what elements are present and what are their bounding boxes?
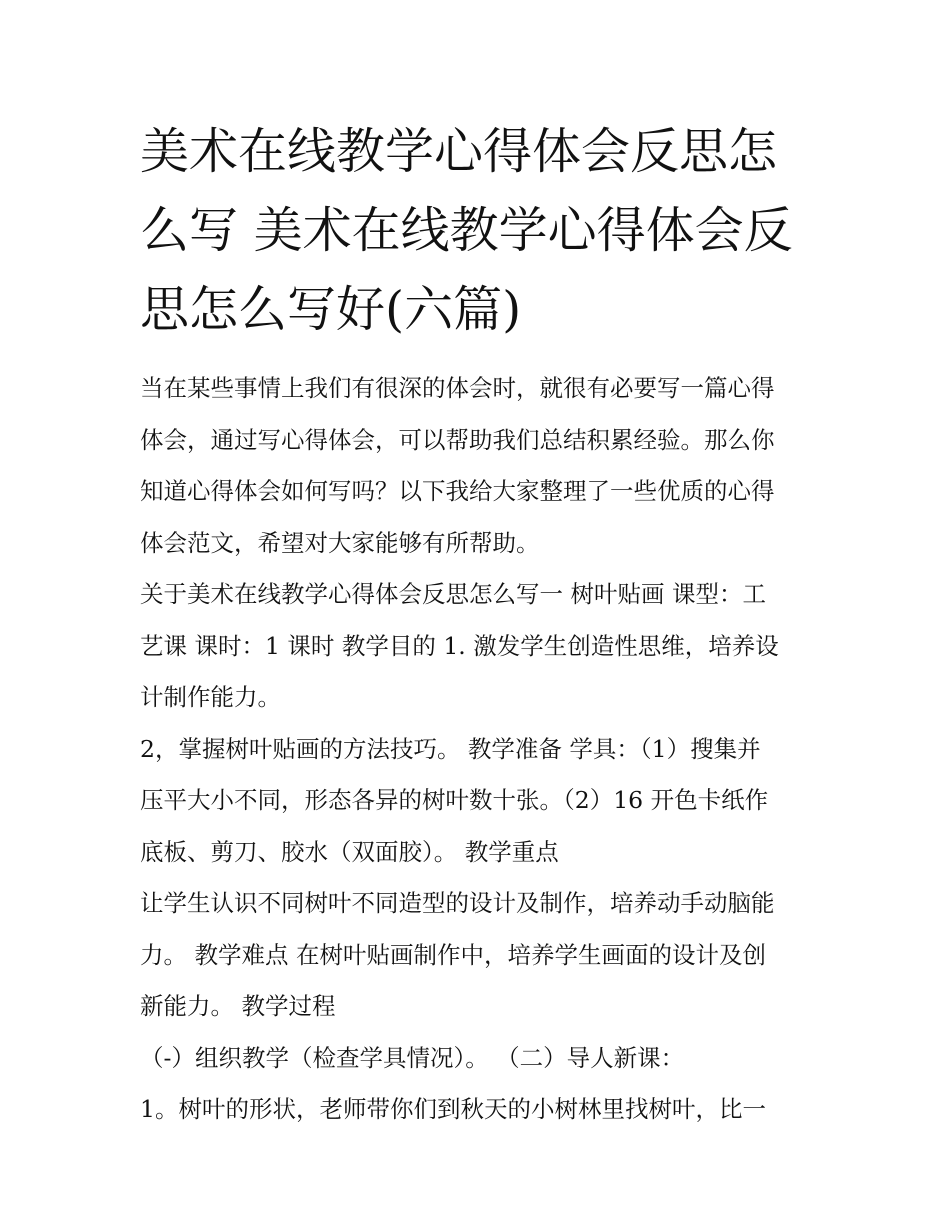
title-line: 思怎么写好(六篇) [140, 281, 522, 338]
text-line: 2，掌握树叶贴画的方法技巧。 教学准备 学具：（1）搜集并 [140, 734, 761, 763]
text-line: 计制作能力。 [140, 683, 281, 711]
text-line: 当在某些事情上我们有很深的体会时，就很有必要写一篇心得 [140, 374, 775, 402]
text-line: 知道心得体会如何写吗？以下我给大家整理了一些优质的心得 [140, 477, 775, 505]
text-line: 关于美术在线教学心得体会反思怎么写一 树叶贴画 课型：工 [140, 580, 766, 608]
text-line: 艺课 课时：1 课时 教学目的 1. 激发学生创造性思维，培养设 [140, 631, 779, 660]
document-title [140, 112, 815, 349]
text-line: 底板、剪刀、胶水（双面胶）。 教学重点 [140, 837, 559, 866]
text-line: 力。 教学难点 在树叶贴画制作中，培养学生画面的设计及创 [140, 940, 766, 969]
text-line: （-）组织教学（检查学具情况）。 （二）导人新课： [140, 1043, 685, 1072]
text-line: 压平大小不同，形态各异的树叶数十张。（2）16 开色卡纸作 [140, 786, 769, 814]
text-line: 新能力。 教学过程 [140, 992, 336, 1020]
text-line: 体会范文，希望对大家能够有所帮助。 [140, 528, 540, 557]
document-content [140, 112, 815, 1136]
text-line: 体会，通过写心得体会，可以帮助我们总结积累经验。那么你 [140, 425, 775, 454]
title-line: 么写 美术在线教学心得体会反 [140, 202, 793, 259]
text-line: 1。树叶的形状，老师带你们到秋天的小树林里找树叶，比一 [140, 1095, 766, 1123]
text-line: 让学生认识不同树叶不同造型的设计及制作，培养动手动脑能 [140, 889, 775, 917]
title-line: 美术在线教学心得体会反思怎 [140, 123, 778, 180]
document-body [140, 363, 815, 1136]
